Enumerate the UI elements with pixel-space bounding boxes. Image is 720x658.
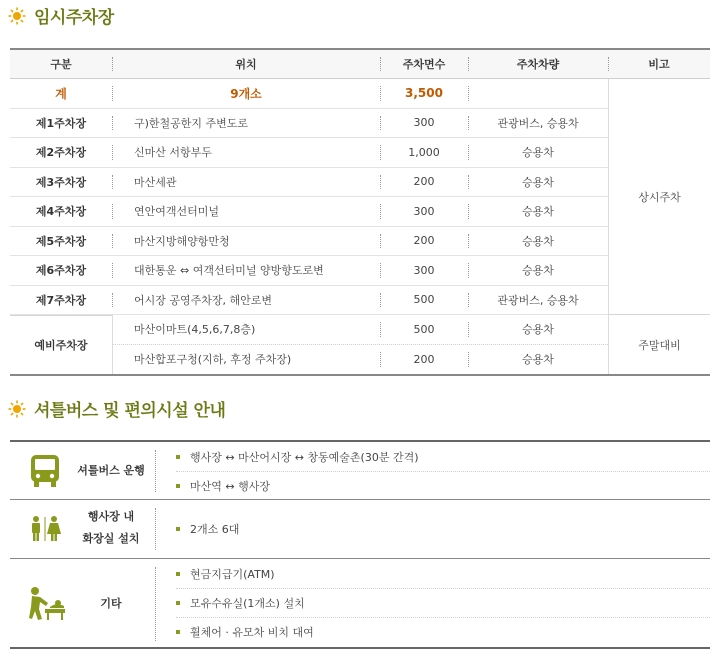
header-category: 구분 [50, 58, 72, 71]
table-row [10, 138, 710, 168]
section-title-facilities [8, 396, 225, 421]
table-row-reserve [10, 345, 710, 375]
list-item: 현금지급기(ATM) [176, 559, 710, 589]
row-vehicles: 관광버스, 승용차 [497, 116, 579, 130]
table-header [10, 50, 710, 79]
reserve-spaces: 500 [413, 322, 435, 336]
total-label: 계 [55, 86, 67, 101]
row-location: 신마산 서항부두 [134, 146, 212, 160]
list-item: 마산역 ↔ 행사장 [176, 471, 710, 501]
bus-icon [28, 454, 62, 488]
section-title-parking [8, 3, 114, 28]
sun-icon [8, 400, 26, 418]
row-location: 마산세관 [134, 175, 177, 189]
sun-icon [8, 7, 26, 25]
row-location: 구)한철공한지 주변도로 [134, 116, 249, 130]
row-spaces: 300 [413, 263, 435, 277]
row-spaces: 1,000 [408, 145, 440, 159]
table-row-reserve [10, 315, 710, 345]
row-vehicles: 승용차 [522, 175, 554, 189]
header-note: 비고 [648, 58, 670, 71]
reserve-location: 마산합포구청(지하, 후정 주차장) [134, 353, 292, 367]
table-row [10, 256, 710, 286]
row-spaces: 200 [413, 234, 435, 248]
baby-changing-icon [28, 585, 66, 621]
note-weekend: 주말대비 [609, 315, 710, 374]
table-row-total [10, 79, 710, 109]
header-vehicles: 주차차량 [516, 58, 560, 71]
row-location: 연안여객선터미널 [134, 205, 220, 219]
facility-row-restroom [10, 500, 710, 559]
facility-row-etc [10, 559, 710, 649]
restroom-label: 행사장 내 화장실 설치 [82, 510, 140, 545]
row-spaces: 500 [413, 293, 435, 307]
row-vehicles: 승용차 [522, 264, 554, 278]
page-title: 임시주차장 [34, 8, 114, 28]
row-name: 제5주차장 [35, 234, 87, 248]
row-name: 제6주차장 [35, 264, 87, 278]
row-name: 제1주차장 [35, 116, 87, 130]
row-name: 제4주차장 [35, 205, 87, 219]
total-spaces: 3,500 [405, 86, 443, 101]
row-spaces: 200 [413, 175, 435, 189]
row-vehicles: 관광버스, 승용차 [497, 293, 579, 307]
list-item: 행사장 ↔ 마산어시장 ↔ 창동예술촌(30분 간격) [176, 442, 710, 472]
etc-label: 기타 [100, 597, 122, 610]
row-name: 제3주차장 [35, 175, 87, 189]
list-item: 2개소 6대 [176, 514, 710, 544]
header-location: 위치 [235, 58, 257, 71]
reserve-vehicles: 승용차 [522, 353, 554, 367]
table-row [10, 286, 710, 316]
facility-table [10, 440, 710, 649]
table-row [10, 227, 710, 257]
row-spaces: 300 [413, 204, 435, 218]
note-regular: 상시주차 [609, 79, 710, 315]
shuttle-label: 셔틀버스 운행 [77, 464, 145, 477]
table-row [10, 109, 710, 139]
row-vehicles: 승용차 [522, 146, 554, 160]
restroom-icon [28, 515, 62, 543]
section-heading: 셔틀버스 및 편의시설 안내 [34, 401, 226, 421]
row-name: 제2주차장 [35, 146, 87, 160]
row-location: 대한통운 ⇔ 여객선터미널 양방향도로변 [134, 264, 324, 278]
row-vehicles: 승용차 [522, 205, 554, 219]
row-name: 제7주차장 [35, 293, 87, 307]
row-vehicles: 승용차 [522, 234, 554, 248]
reserve-label: 예비주차장 [10, 315, 112, 374]
list-item: 휠체어 · 유모차 비치 대여 [176, 617, 710, 647]
reserve-vehicles: 승용차 [522, 323, 554, 337]
row-location: 마산지방해양항만청 [134, 234, 230, 248]
row-spaces: 300 [413, 116, 435, 130]
reserve-location: 마산이마트(4,5,6,7,8층) [134, 323, 256, 337]
row-location: 어시장 공영주차장, 해안로변 [134, 293, 273, 307]
reserve-spaces: 200 [413, 352, 435, 366]
header-spaces: 주차면수 [402, 58, 446, 71]
list-item: 모유수유실(1개소) 설치 [176, 588, 710, 618]
parking-table [10, 48, 710, 376]
facility-row-shuttle [10, 442, 710, 500]
table-row [10, 197, 710, 227]
table-row [10, 168, 710, 198]
total-location: 9개소 [230, 86, 262, 101]
